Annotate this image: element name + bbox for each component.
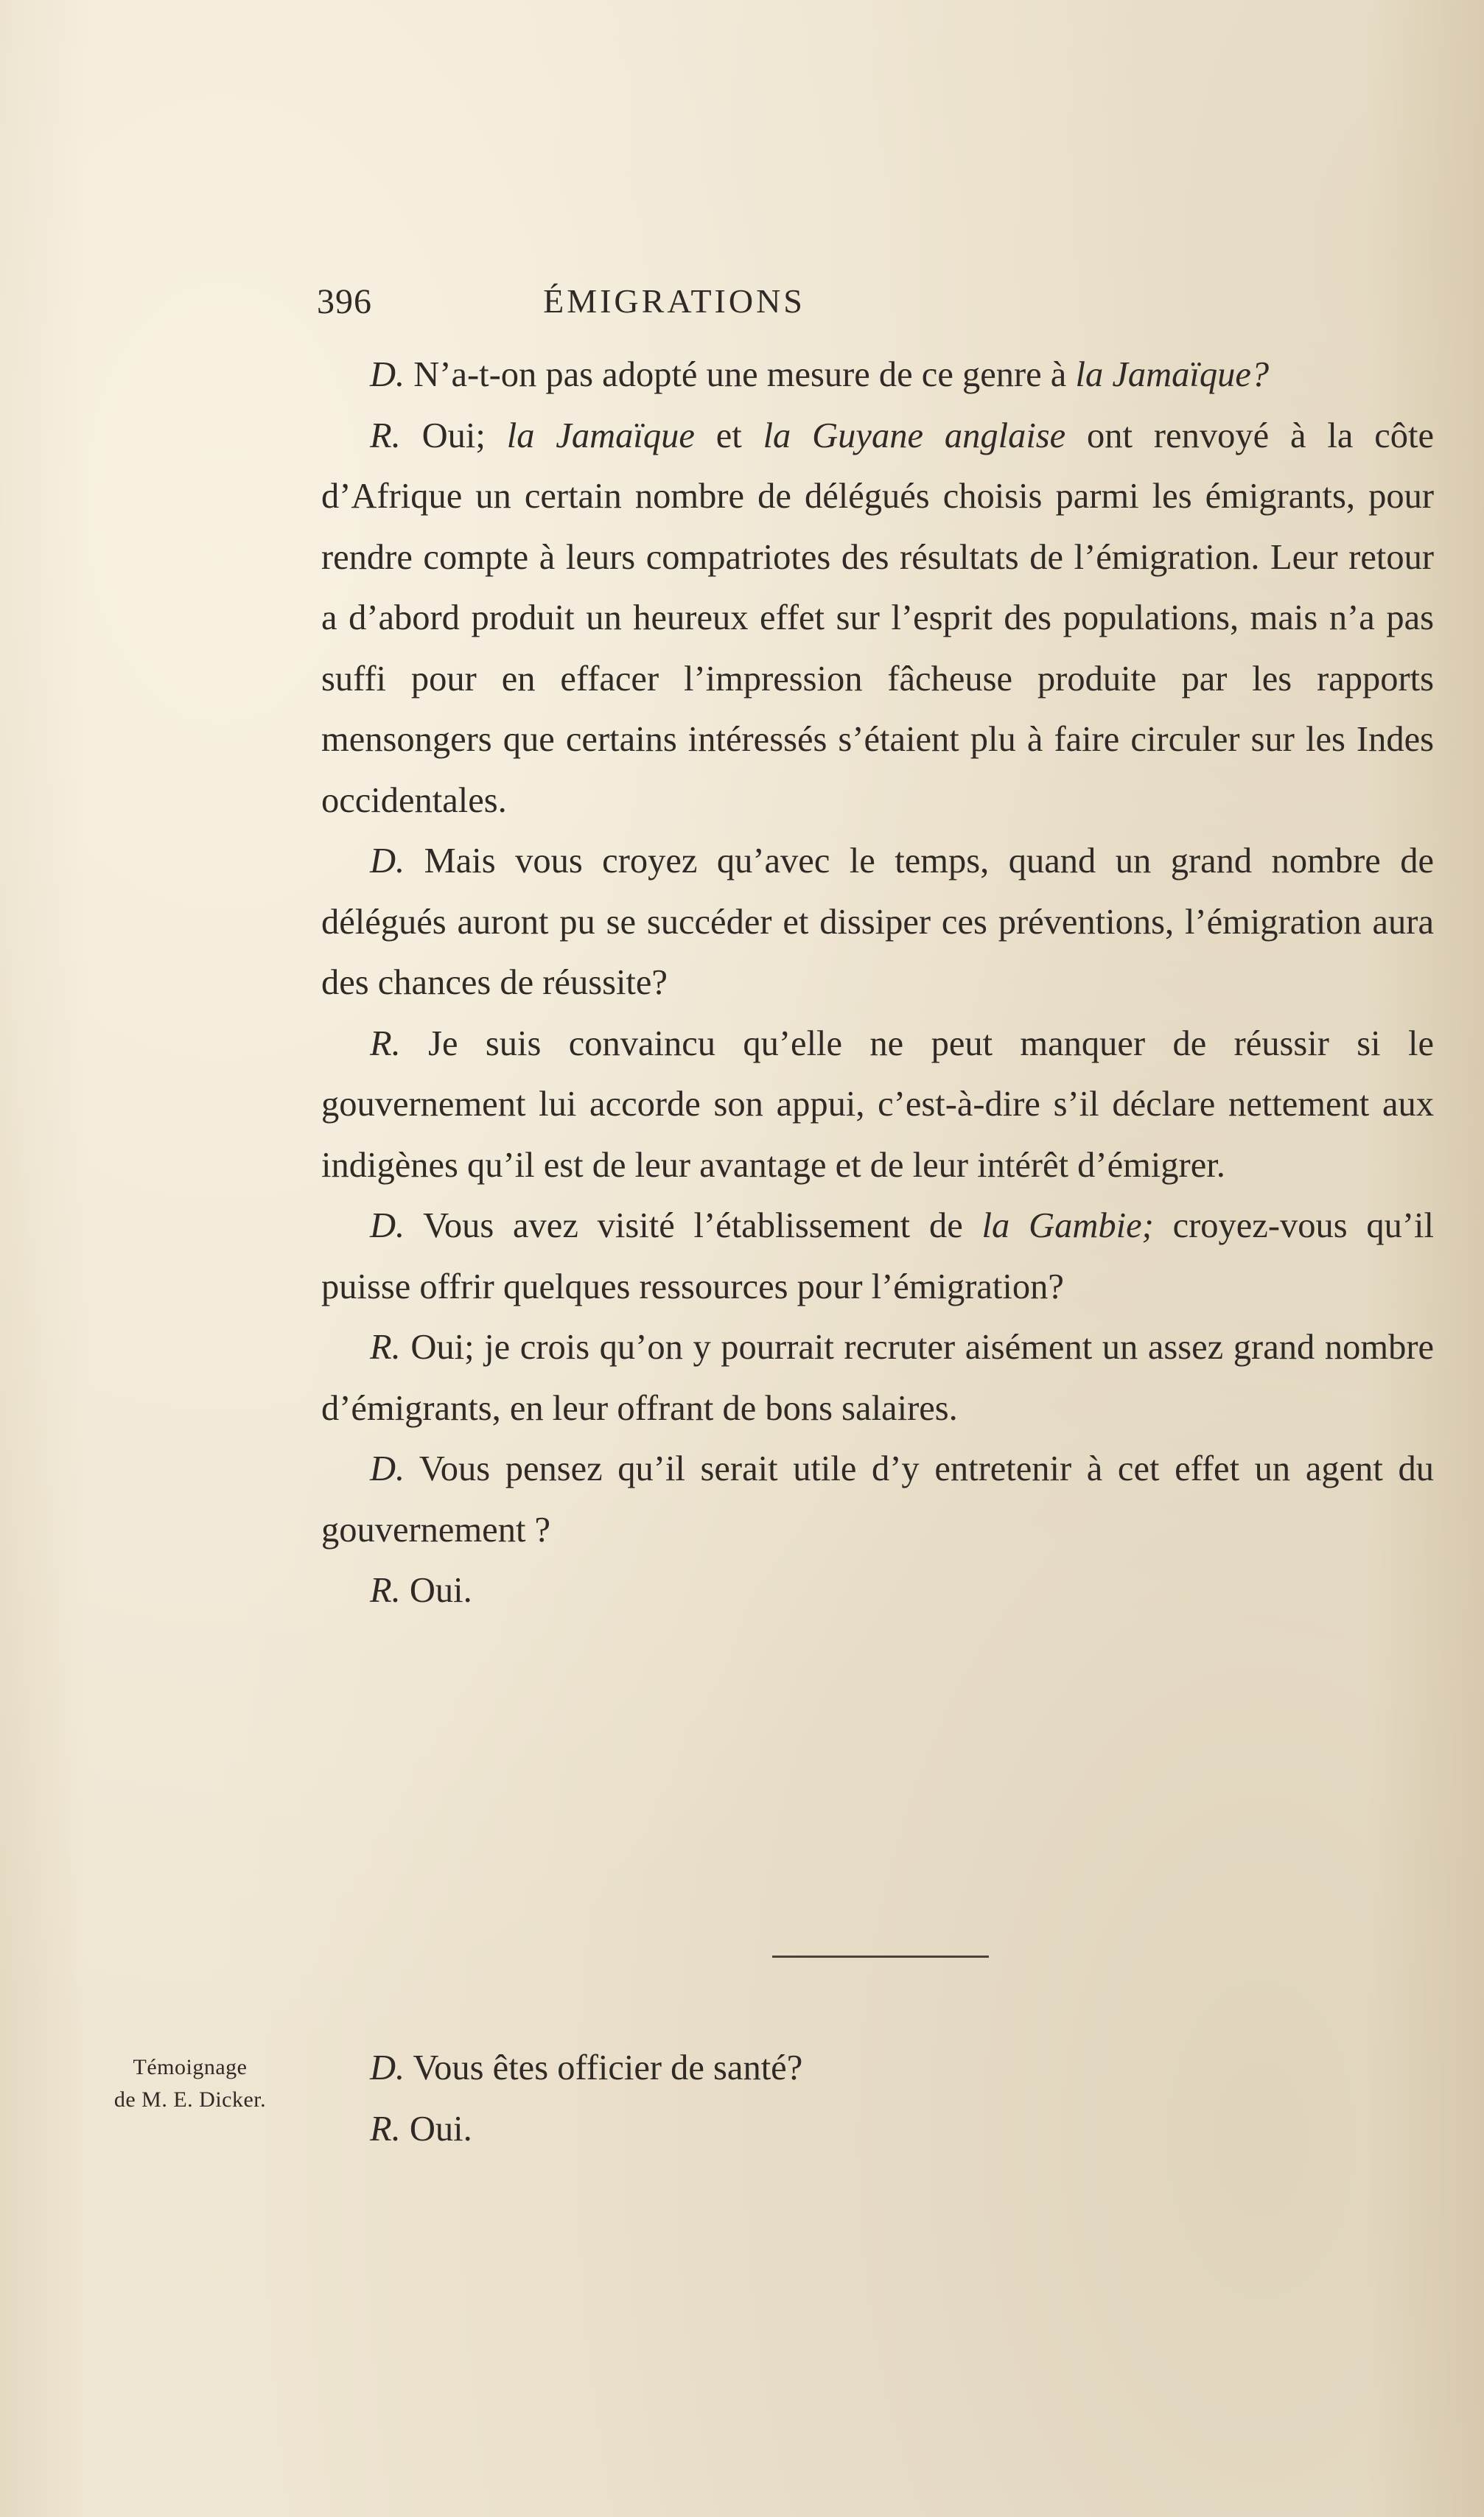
speaker-label: R. [370, 416, 401, 455]
paragraph-text: Oui. [400, 2109, 472, 2149]
dialogue-paragraph [321, 1439, 1434, 1561]
paragraph-text: Vous pensez qu’il serait utile d’y entretenir à cet effet un agent du gouvernement ? [321, 1449, 1434, 1550]
speaker-label: D. [370, 841, 405, 881]
speaker-label: R. [370, 1571, 401, 1610]
dialogue-paragraph [321, 2099, 1434, 2160]
speaker-label: D. [370, 1449, 405, 1488]
page-number: 396 [317, 282, 372, 321]
page-header [317, 281, 1032, 333]
dialogue-paragraph [321, 406, 1434, 832]
dialogue-paragraph [321, 345, 1434, 406]
italic-text: la Gambie; [981, 1206, 1154, 1245]
paragraph-text: Mais vous croyez qu’avec le temps, quand un grand nombre de délégués auront pu se succéder et dissiper ces préventions, l’émigration aura des chances de réussite? [321, 841, 1434, 1002]
paragraph-text: Oui; [400, 416, 507, 455]
dialogue-paragraph [321, 831, 1434, 1014]
margin-note-line: Témoignage [133, 2055, 248, 2079]
section-divider [772, 1956, 989, 1958]
dialogue-paragraph [321, 2038, 1434, 2099]
speaker-label: D. [370, 355, 405, 394]
paragraph-text: N’a-t-on pas adopté une mesure de ce genre à [405, 355, 1076, 394]
paragraph-text: et [694, 416, 763, 455]
paragraph-text: Vous êtes officier de santé? [405, 2048, 803, 2087]
running-title: ÉMIGRATIONS [543, 282, 805, 320]
speaker-label: D. [370, 1206, 405, 1245]
dialogue-paragraph [321, 1196, 1434, 1317]
speaker-label: R. [370, 1023, 401, 1063]
paragraph-text: Oui; je crois qu’on y pourrait recruter aisément un assez grand nombre d’émigrants, en leur offrant de bons salaires. [321, 1328, 1434, 1428]
paragraph-text: Je suis convaincu qu’elle ne peut manquer de réussir si le gouvernement lui accorde son appui, c’est-à-dire s’il déclare nettement aux indigènes qu’il est de leur avantage et de leur intérêt d’émigrer. [321, 1023, 1434, 1185]
margin-note-line: de M. E. Dicker. [113, 2087, 267, 2112]
speaker-label: R. [370, 2109, 401, 2149]
paragraph-text: croyez-vous qu’il puisse offrir quelques ressources pour l’émigration? [321, 1206, 1434, 1306]
paragraph-text: Vous avez visité l’établissement de [405, 1206, 982, 1245]
dialogue-paragraph [321, 1317, 1434, 1439]
italic-text: la Jamaïque [506, 416, 695, 455]
paragraph-text: Oui. [400, 1571, 472, 1610]
dialogue-paragraph [321, 1014, 1434, 1197]
margin-note [87, 2051, 293, 2116]
speaker-label: D. [370, 2048, 405, 2087]
italic-text: la Guyane anglaise [763, 416, 1066, 455]
dialogue-paragraph [321, 1561, 1434, 1622]
italic-text: la Jamaïque? [1075, 355, 1270, 394]
speaker-label: R. [370, 1328, 401, 1367]
main-text [321, 345, 1434, 1622]
second-section [321, 2038, 1434, 2160]
paragraph-text: ont renvoyé à la côte d’Afrique un certain nombre de délégués choisis parmi les émigrants, pour rendre compte à leurs compatriotes des résultats de l’émigration. Leur retour a d’abord produit un heureux effet sur l’esprit des populations, mais n’a pas suffi pour en effacer l’impression fâcheuse produite par les rapports mensongers que certains intéressés s’étaient plu à faire circuler sur les Indes occidentales. [321, 416, 1434, 820]
